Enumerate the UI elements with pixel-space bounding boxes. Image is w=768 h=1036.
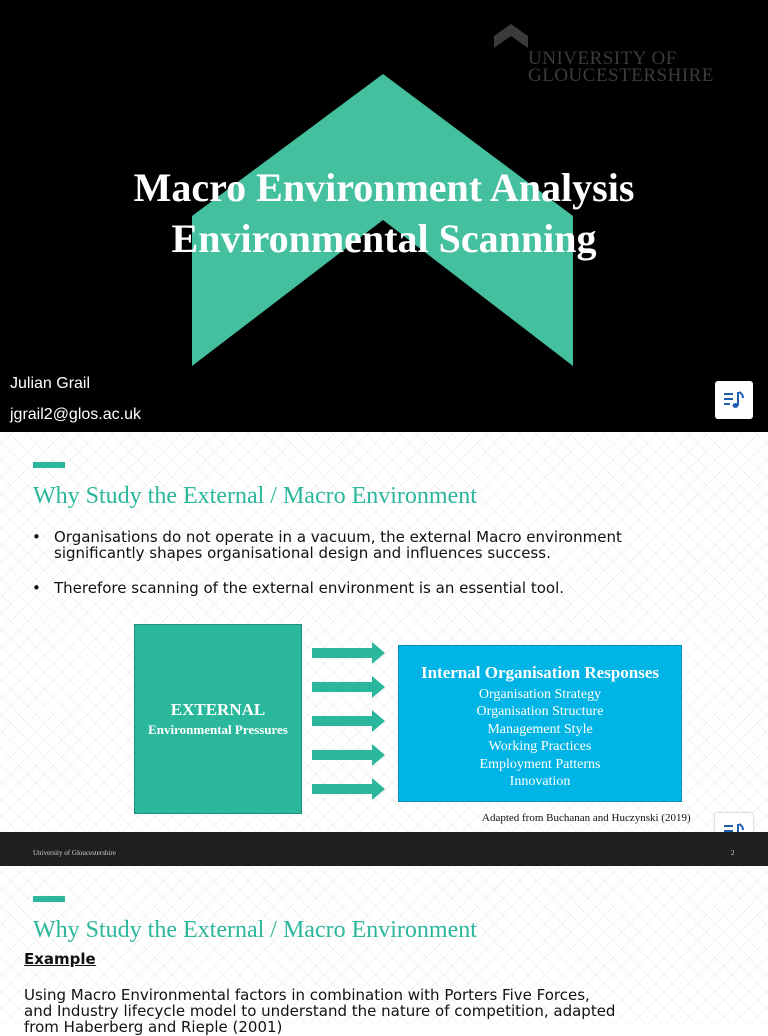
right-arrow-icon	[312, 778, 385, 800]
speaker-notes-button[interactable]	[715, 381, 753, 419]
internal-response-item: Management Style	[487, 721, 593, 737]
slide-footer	[0, 832, 768, 866]
right-arrow-icon	[312, 676, 385, 698]
paragraph-line: and Industry lifecycle model to understand the nature of competition, adapted	[24, 1002, 616, 1020]
title-line-1: Macro Environment Analysis	[133, 165, 635, 210]
bullet-item	[32, 529, 672, 561]
bullet-dot: •	[32, 528, 41, 546]
author-email: jgrail2@glos.ac.uk	[10, 406, 141, 423]
right-arrow-icon	[312, 710, 385, 732]
internal-response-item: Organisation Strategy	[478, 687, 602, 702]
example-label: Example	[24, 950, 96, 968]
external-box-title: EXTERNAL	[170, 700, 266, 719]
internal-box-title: Internal Organisation Responses	[420, 663, 660, 682]
internal-response-item: Employment Patterns	[479, 756, 601, 772]
right-arrow-icon	[312, 744, 385, 766]
external-box-subtitle: Environmental Pressures	[148, 722, 288, 737]
bullet-item	[32, 580, 672, 596]
footer-text: University of Gloucestershire	[33, 849, 116, 857]
accent-bar	[33, 462, 65, 468]
bullet-dot: •	[32, 579, 41, 597]
content-slide-3	[0, 866, 768, 1036]
right-arrow-icon	[312, 642, 385, 664]
author-name: Julian Grail	[10, 375, 91, 392]
external-pressures-box	[134, 624, 302, 814]
title-slide	[0, 0, 768, 432]
title-line-2: Environmental Scanning	[171, 216, 597, 261]
music-note-icon	[723, 390, 745, 410]
slide-heading: Why Study the External / Macro Environment	[33, 917, 477, 943]
slide-heading: Why Study the External / Macro Environment	[33, 483, 477, 509]
page-number: 2	[731, 849, 735, 857]
internal-response-item: Organisation Structure	[476, 704, 604, 720]
bullet-text-line2: significantly shapes organisational design and influences success.	[54, 544, 551, 562]
bullet-text-line1: Therefore scanning of the external environment is an essential tool.	[54, 579, 565, 597]
internal-responses-box	[398, 645, 682, 802]
paragraph-line: Using Macro Environmental factors in combination with Porters Five Forces,	[24, 986, 590, 1004]
logo-text-line1: UNIVERSITY OF	[528, 48, 677, 69]
paragraph-line: from Haberberg and Rieple (2001)	[24, 1018, 283, 1036]
accent-bar	[33, 896, 65, 902]
pressure-arrows	[310, 640, 390, 806]
source-caption: Adapted from Buchanan and Huczynski (2019)	[482, 812, 691, 824]
content-slide-2	[0, 432, 768, 832]
university-logo-mark-icon	[494, 22, 528, 50]
internal-response-item: Innovation	[509, 774, 571, 790]
logo-text-line2: GLOUCESTERSHIRE	[528, 65, 714, 86]
example-paragraph	[24, 987, 664, 1035]
bullet-text-line1: Organisations do not operate in a vacuum, the external Macro environment	[54, 528, 622, 546]
internal-response-item: Working Practices	[488, 739, 592, 755]
